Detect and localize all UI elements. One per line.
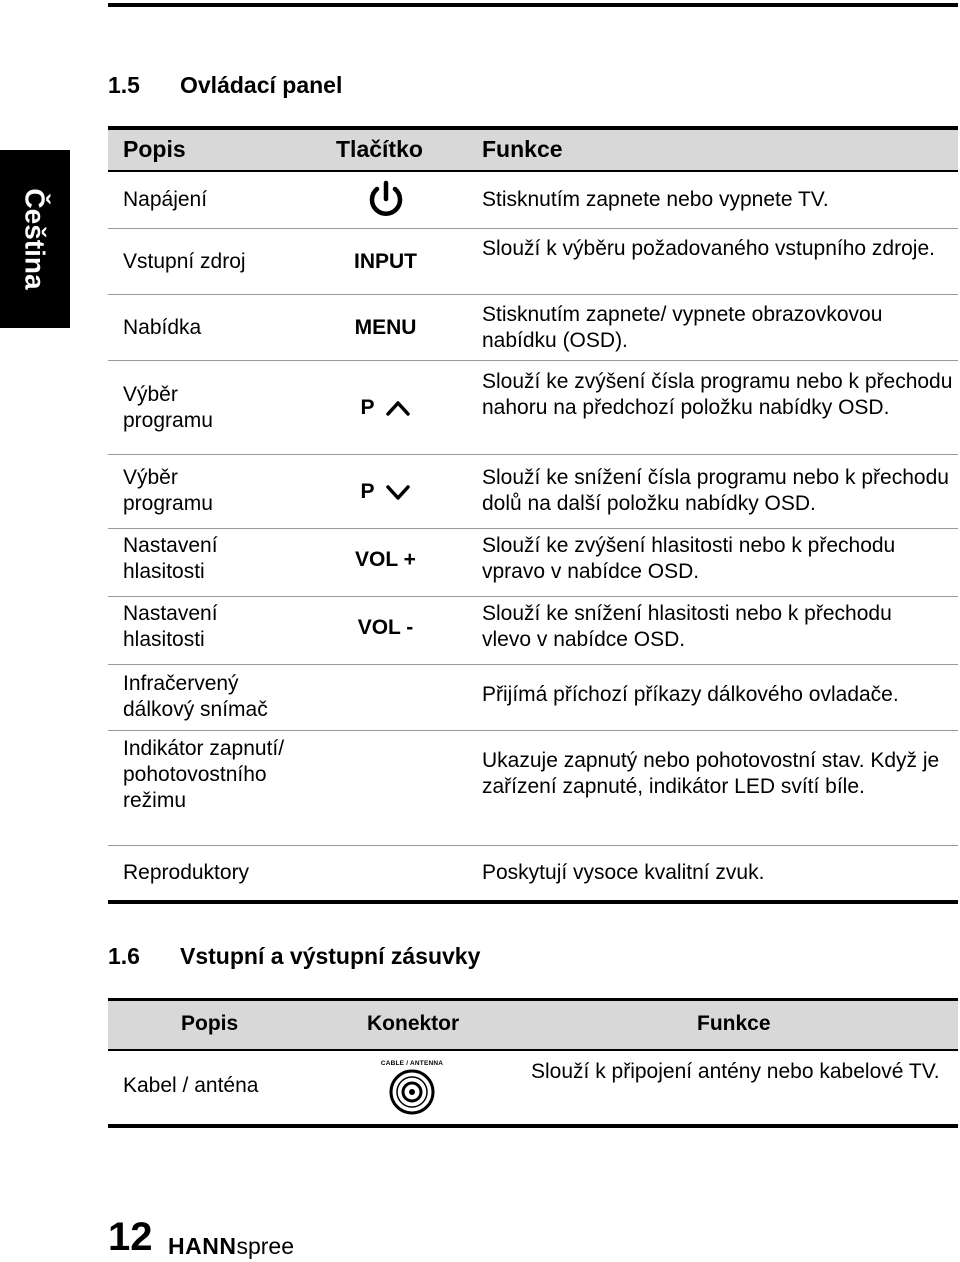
section-title: Vstupní a výstupní zásuvky — [180, 943, 481, 969]
section-number: 1.6 — [108, 943, 140, 969]
row-function: Slouží k výběru požadovaného vstupního zdroje. — [482, 237, 935, 260]
row-function: Slouží ke zvýšení čísla programu nebo k přechodu nahoru na předchozí položku nabídky OSD. — [482, 370, 953, 419]
row-button — [313, 295, 458, 361]
section-heading-1-6 — [108, 943, 480, 970]
row-function: Slouží ke snížení hlasitosti nebo k přechodu vlevo v nabídce OSD. — [482, 602, 892, 651]
row-description: Vstupní zdroj — [123, 250, 246, 273]
input-button-label: INPUT — [354, 250, 417, 273]
header-funkce: Funkce — [697, 1012, 771, 1035]
table-row — [108, 455, 958, 529]
row-button — [313, 361, 458, 455]
table-row — [108, 295, 958, 361]
row-description: Nastavení hlasitosti — [123, 534, 218, 583]
connector-label: CABLE / ANTENNA — [380, 1060, 444, 1067]
header-konektor: Konektor — [367, 1012, 460, 1035]
page-number: 12 — [108, 1215, 153, 1259]
table-row — [108, 731, 958, 846]
section-title: Ovládací panel — [180, 72, 343, 98]
row-description: Výběr programu — [123, 383, 213, 432]
row-button — [313, 529, 458, 591]
brand-light: spree — [236, 1233, 294, 1259]
menu-button-label: MENU — [354, 316, 417, 339]
program-down-button-label: P — [360, 480, 375, 503]
language-label: Čeština — [20, 188, 51, 290]
row-function: Ukazuje zapnutý nebo pohotovostní stav. Když je zařízení zapnuté, indikátor LED svítí bíle. — [482, 749, 940, 798]
table-row — [108, 846, 958, 900]
vol-up-button-label: VOL + — [355, 548, 416, 571]
program-up-button-label: P — [360, 396, 375, 419]
header-popis: Popis — [123, 136, 186, 162]
row-function: Slouží k připojení antény nebo kabelové TV. — [531, 1060, 940, 1083]
row-description: Kabel / anténa — [123, 1074, 259, 1097]
top-rule — [108, 3, 958, 7]
row-description: Reproduktory — [123, 861, 250, 884]
coaxial-connector — [380, 1060, 444, 1120]
row-button — [313, 172, 458, 229]
row-button — [313, 455, 458, 529]
row-description: Výběr programu — [123, 466, 213, 515]
chevron-up-icon — [385, 399, 411, 417]
table-row — [108, 665, 958, 731]
row-function: Stisknutím zapnete nebo vypnete TV. — [482, 188, 829, 211]
row-function: Přijímá příchozí příkazy dálkového ovladače. — [482, 683, 899, 706]
header-funkce: Funkce — [482, 136, 563, 162]
table-header — [108, 1001, 958, 1049]
chevron-down-icon — [385, 483, 411, 501]
row-function: Slouží ke snížení čísla programu nebo k přechodu dolů na další položku nabídky OSD. — [482, 466, 949, 515]
table-row — [108, 361, 958, 455]
row-description: Nastavení hlasitosti — [123, 602, 218, 651]
table-bottom-rule — [108, 900, 958, 904]
table-row — [108, 229, 958, 295]
brand-bold: HANN — [168, 1233, 237, 1259]
brand-logo — [168, 1233, 294, 1260]
header-tlacitko: Tlačítko — [336, 136, 423, 162]
table-row — [108, 1051, 958, 1124]
row-button — [313, 597, 458, 659]
row-description: Indikátor zapnutí/ pohotovostního režimu — [123, 737, 285, 812]
coaxial-connector-icon — [388, 1068, 436, 1116]
power-icon — [366, 179, 406, 223]
row-description: Napájení — [123, 188, 208, 211]
table-bottom-rule — [108, 1124, 958, 1128]
row-function: Stisknutím zapnete/ vypnete obrazovkovou nabídku (OSD). — [482, 303, 883, 352]
language-side-tab — [0, 150, 70, 328]
section-number: 1.5 — [108, 72, 140, 98]
row-description: Nabídka — [123, 316, 202, 339]
row-description: Infračervený dálkový snímač — [123, 672, 268, 721]
section-heading-1-5 — [108, 72, 342, 99]
header-popis: Popis — [181, 1012, 239, 1035]
table-row — [108, 529, 958, 597]
row-button — [313, 229, 458, 295]
row-function: Slouží ke zvýšení hlasitosti nebo k přechodu vpravo v nabídce OSD. — [482, 534, 896, 583]
table-header — [108, 130, 958, 170]
row-function: Poskytují vysoce kvalitní zvuk. — [482, 861, 765, 884]
table-row — [108, 597, 958, 665]
table-row — [108, 172, 958, 229]
vol-down-button-label: VOL - — [357, 616, 414, 639]
